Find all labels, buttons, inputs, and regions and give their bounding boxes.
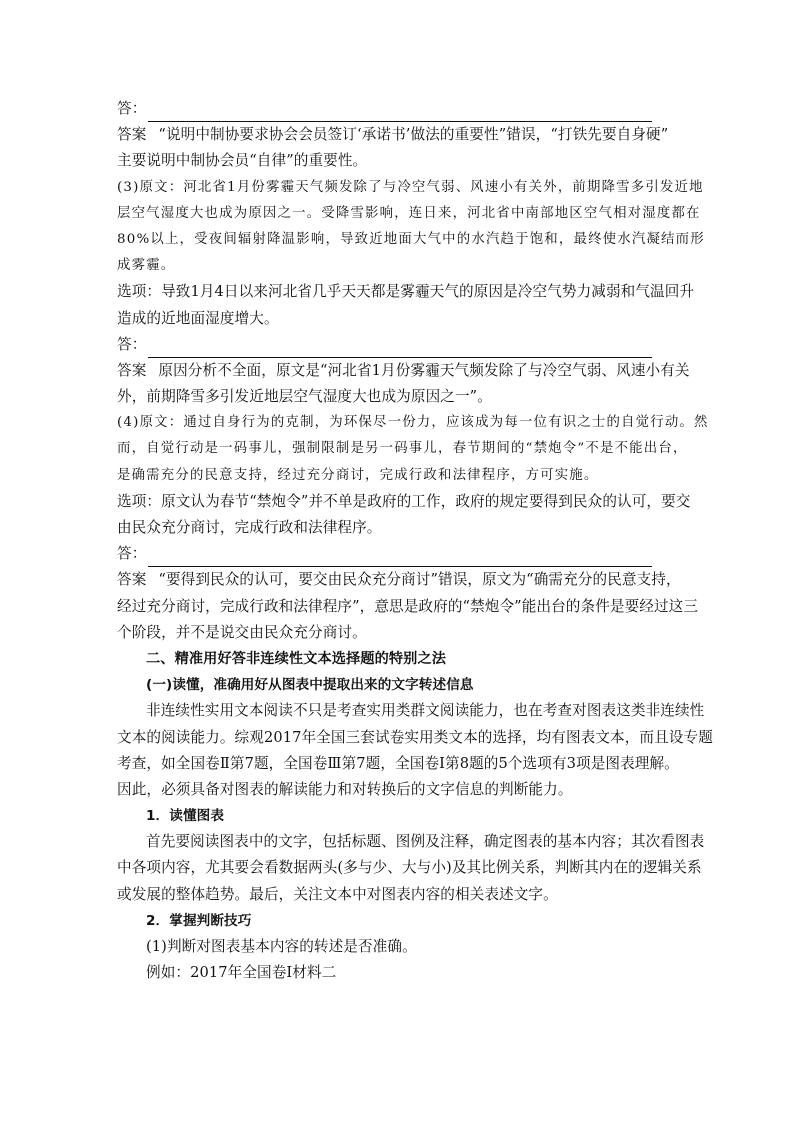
paragraph-line: 文本的阅读能力。综观2017年全国三套试卷实用类文本的选择，均有图表文本，而且设专题 [117, 728, 713, 746]
explanation-tag: 答案 [117, 571, 147, 589]
subsection-heading: (一)读懂，准确用好从图表中提取出来的文字转述信息 [146, 677, 474, 694]
section-heading: 二、精准用好答非连续性文本选择题的特别之法 [146, 650, 447, 667]
option-line: 造成的近地面湿度增大。 [117, 309, 279, 327]
paragraph-line: 首先要阅读图表中的文字，包括标题、图例及注释，确定图表的基本内容；其次看图表 [146, 833, 705, 851]
explanation-text: 原因分析不全面，原文是“河北省1月份雾霾天气频发除了与冷空气弱、风速小有关 [158, 361, 690, 379]
explanation-line [117, 122, 677, 148]
paragraph-line: 中各项内容，尤其要会看数据两头(多与少、大与小)及其比例关系，判断其内在的逻辑关系 [117, 859, 702, 877]
explanation-line: 主要说明中制协会员“自律”的重要性。 [117, 152, 368, 170]
source-text-line: 层空气湿度大也成为原因之一。受降雪影响，连日来，河北省中南部地区空气相对湿度都在 [117, 205, 701, 221]
option-line: 选项：导致1月4日以来河北省几乎天天都是雾霾天气的原因是冷空气势力减弱和气温回升 [117, 283, 695, 301]
answer-line [117, 541, 677, 567]
example-line: 例如：2017年全国卷Ⅰ材料二 [146, 964, 337, 982]
source-text-line: (4)原文：通过自身行为的克制，为环保尽一份力，应该成为每一位有识之士的自觉行动。然 [117, 415, 709, 431]
explanation-line: 经过充分商讨，完成行政和法律程序”，意思是政府的“禁炮令”能出台的条件是要经过这三 [117, 597, 699, 615]
item-title: 2．掌握判断技巧 [146, 912, 252, 929]
explanation-text: “说明中制协要求协会会员签订‘承诺书’做法的重要性”错误，“打铁先要自身硬” [158, 126, 669, 144]
paragraph-line: 非连续性实用文本阅读不只是考查实用类群文阅读能力，也在考查对图表这类非连续性 [146, 702, 705, 720]
answer-prefix: 答： [117, 545, 147, 563]
source-text-line: (3)原文：河北省1月份雾霾天气频发除了与冷空气弱、风速小有关外，前期降雪多引发近地 [117, 179, 704, 195]
explanation-tag: 答案 [117, 361, 147, 379]
source-text-line: 成雾霾。 [117, 258, 176, 274]
answer-prefix: 答： [117, 335, 147, 353]
explanation-line [117, 358, 690, 384]
explanation-text: “要得到民众的认可，要交由民众充分商讨”错误，原文为“确需充分的民意支持， [158, 571, 681, 589]
paragraph-line: 或发展的整体趋势。最后，关注文本中对图表内容的相关表述文字。 [117, 885, 558, 903]
document-page [117, 96, 713, 986]
option-line: 选项：原文认为春节“禁炮令”并不单是政府的工作，政府的规定要得到民众的认可，要交 [117, 492, 691, 510]
source-text-line: 80%以上，受夜间辐射降温影响，导致近地面大气中的水汽趋于饱和，最终使水汽凝结而形 [117, 231, 705, 247]
tip-line: (1)判断对图表基本内容的转述是否准确。 [146, 938, 417, 955]
item-title: 1．读懂图表 [146, 808, 225, 825]
answer-blank[interactable] [148, 549, 652, 567]
explanation-line: 个阶段，并不是说交由民众充分商讨。 [117, 623, 367, 641]
answer-line [117, 332, 677, 358]
explanation-line [117, 567, 681, 593]
answer-blank[interactable] [148, 104, 652, 122]
source-text-line: 而，自觉行动是一码事儿，强制限制是另一码事儿，春节期间的“禁炮令”不是不能出台， [117, 441, 688, 457]
option-line: 由民众充分商讨，完成行政和法律程序。 [117, 519, 382, 536]
answer-blank[interactable] [148, 340, 652, 358]
source-text-line: 是确需充分的民意支持，经过充分商讨，完成行政和法律程序，方可实施。 [117, 467, 599, 483]
explanation-tag: 答案 [117, 126, 147, 144]
answer-line [117, 96, 677, 122]
paragraph-line: 考查，如全国卷Ⅱ第7题，全国卷Ⅲ第7题，全国卷Ⅰ第8题的5个选项有3项是图表理解。 [117, 754, 679, 772]
explanation-line: 外，前期降雪多引发近地层空气湿度大也成为原因之一”。 [117, 388, 492, 406]
paragraph-line: 因此，必须具备对图表的解读能力和对转换后的文字信息的判断能力。 [117, 780, 573, 798]
answer-prefix: 答： [117, 99, 147, 117]
